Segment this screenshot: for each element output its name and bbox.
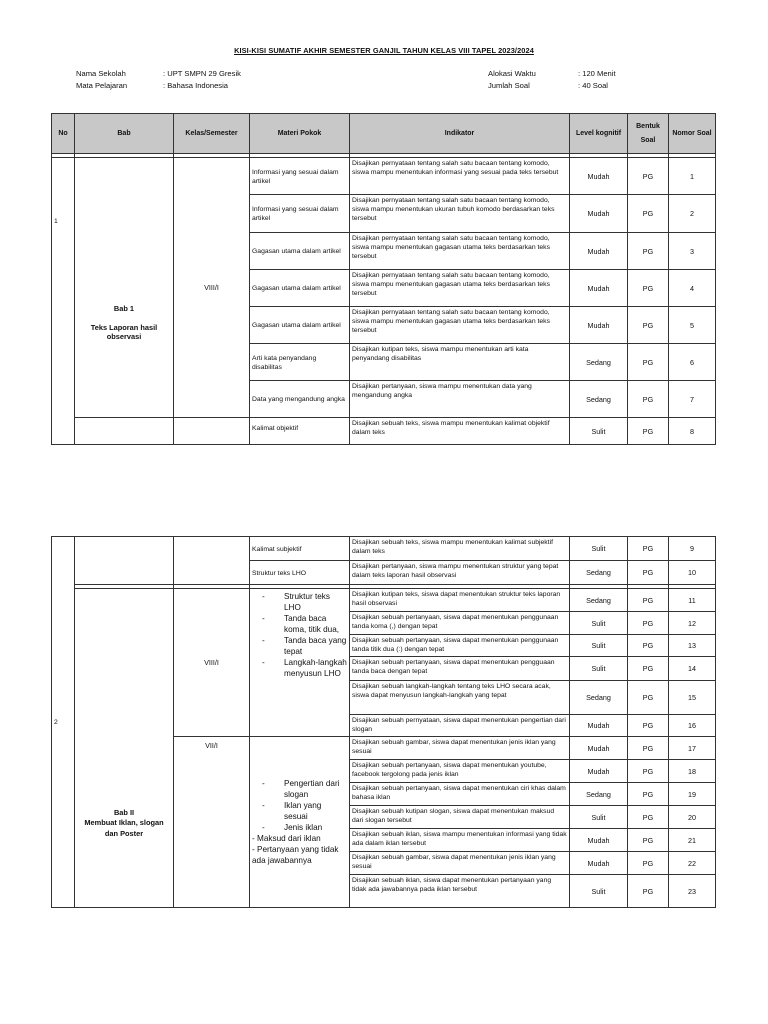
sekolah-value: : UPT SMPN 29 Gresik	[163, 69, 241, 78]
materi-cell: Informasi yang sesuai dalam artikel	[250, 195, 350, 233]
nomor-cell: 20	[669, 806, 716, 829]
table-row	[52, 589, 716, 612]
level-cell: Sedang	[570, 681, 628, 715]
bab-title: Bab 1	[113, 304, 135, 313]
nomor-cell: 14	[669, 657, 716, 681]
header-materi: Materi Pokok	[250, 114, 350, 154]
materi-cell: Gagasan utama dalam artikel	[250, 270, 350, 307]
bentuk-cell: PG	[628, 195, 669, 233]
materi-list-item: - Struktur teks LHO	[262, 591, 347, 613]
nomor-cell: 10	[669, 561, 716, 585]
table-row	[52, 418, 716, 445]
header-bab: Bab	[75, 114, 174, 154]
materi-list	[252, 778, 347, 833]
indikator-cell: Disajikan sebuah iklan, siswa mampu menentukan informasi yang tidak ada dalam iklan tersebut	[350, 829, 570, 852]
materi-cell: Arti kata penyandang disabilitas	[250, 344, 350, 381]
materi-list-cell	[250, 737, 350, 908]
bentuk-cell: PG	[628, 806, 669, 829]
level-cell: Sedang	[570, 589, 628, 612]
header-no: No	[52, 114, 75, 154]
nomor-cell: 21	[669, 829, 716, 852]
indikator-cell: Disajikan pertanyaan, siswa mampu menentukan data yang mengandung angka	[350, 381, 570, 418]
bentuk-cell: PG	[628, 760, 669, 783]
bentuk-cell: PG	[628, 307, 669, 344]
document-title: KISI-KISI SUMATIF AKHIR SEMESTER GANJIL TAHUN KELAS VIII TAPEL 2023/2024	[234, 46, 534, 55]
indikator-cell: Disajikan pernyataan tentang salah satu bacaan tentang komodo, siswa mampu menentukan gagasan utama teks berdasarkan teks tersebut	[350, 233, 570, 270]
level-cell: Sedang	[570, 561, 628, 585]
bentuk-cell: PG	[628, 589, 669, 612]
materi-cell: Gagasan utama dalam artikel	[250, 307, 350, 344]
level-cell: Mudah	[570, 715, 628, 737]
materi-cell: Struktur teks LHO	[250, 561, 350, 585]
bentuk-cell: PG	[628, 158, 669, 195]
level-cell: Mudah	[570, 307, 628, 344]
bab-cell	[75, 158, 174, 418]
table-row	[52, 537, 716, 561]
materi-extra: - Pertanyaan yang tidak ada jawabannya	[252, 845, 339, 865]
materi-list-item: - Iklan yang sesuai	[262, 800, 347, 822]
materi-list-cell	[250, 589, 350, 737]
bab-title: Bab II	[113, 807, 135, 817]
bentuk-cell: PG	[628, 715, 669, 737]
nomor-cell: 8	[669, 418, 716, 445]
indikator-cell: Disajikan sebuah pernyataan, siswa dapat menentukan pengertian dari slogan	[350, 715, 570, 737]
indikator-cell: Disajikan sebuah gambar, siswa dapat menentukan jenis iklan yang sesuai	[350, 852, 570, 875]
bab-cell-empty	[75, 418, 174, 445]
kisi-table-2	[51, 536, 716, 908]
table-row	[52, 158, 716, 195]
indikator-cell: Disajikan sebuah gambar, siswa dapat menentukan jenis iklan yang sesuai	[350, 737, 570, 760]
level-cell: Mudah	[570, 195, 628, 233]
indikator-cell: Disajikan sebuah pertanyaan, siswa dapat menentukan penggunaan tanda titik dua (:) dengan tepat	[350, 635, 570, 657]
bentuk-cell: PG	[628, 635, 669, 657]
bentuk-cell: PG	[628, 852, 669, 875]
bab-subtitle: Teks Laporan hasil observasi	[90, 323, 158, 341]
indikator-cell: Disajikan pernyataan tentang salah satu bacaan tentang komodo, siswa mampu menentukan gagasan utama teks berdasarkan teks tersebut	[350, 270, 570, 307]
level-cell: Sulit	[570, 635, 628, 657]
bentuk-cell: PG	[628, 875, 669, 908]
indikator-cell: Disajikan pernyataan tentang salah satu bacaan tentang komodo, siswa mampu menentukan informasi yang sesuai pada teks tersebut	[350, 158, 570, 195]
nomor-cell: 17	[669, 737, 716, 760]
header-kelas: Kelas/Semester	[174, 114, 250, 154]
nomor-cell: 6	[669, 344, 716, 381]
nomor-cell: 7	[669, 381, 716, 418]
bentuk-cell: PG	[628, 344, 669, 381]
level-cell: Mudah	[570, 760, 628, 783]
bentuk-cell: PG	[628, 829, 669, 852]
level-cell: Sulit	[570, 612, 628, 635]
bentuk-cell: PG	[628, 537, 669, 561]
bentuk-cell: PG	[628, 783, 669, 806]
materi-cell: Kalimat subjektif	[250, 537, 350, 561]
level-cell: Sedang	[570, 783, 628, 806]
nomor-cell: 4	[669, 270, 716, 307]
indikator-cell: Disajikan pernyataan tentang salah satu bacaan tentang komodo, siswa mampu menentukan gagasan utama teks berdasarkan teks tersebut	[350, 307, 570, 344]
level-cell: Sulit	[570, 875, 628, 908]
level-cell: Sulit	[570, 418, 628, 445]
nomor-cell: 23	[669, 875, 716, 908]
bentuk-cell: PG	[628, 561, 669, 585]
materi-list	[252, 591, 347, 679]
level-cell: Mudah	[570, 270, 628, 307]
indikator-cell: Disajikan sebuah pertanyaan, siswa dapat menentukan penggunaan tanda koma (,) dengan tepat	[350, 612, 570, 635]
indikator-cell: Disajikan sebuah pertanyaan, siswa dapat menentukan ciri khas dalam bahasa iklan	[350, 783, 570, 806]
bab-cell	[75, 589, 174, 908]
bab-subtitle: Membuat Iklan, slogan dan Poster	[84, 817, 164, 838]
soal-label: Jumlah Soal	[488, 81, 530, 90]
indikator-cell: Disajikan pernyataan tentang salah satu bacaan tentang komodo, siswa mampu menentukan ukuran tubuh komodo berdasarkan teks tersebut	[350, 195, 570, 233]
materi-list-item: - Langkah-langkah menyusun LHO	[262, 657, 347, 679]
nomor-cell: 18	[669, 760, 716, 783]
indikator-cell: Disajikan sebuah iklan, siswa dapat menentukan pertanyaan yang tidak ada jawabannya pada iklan tersebut	[350, 875, 570, 908]
nomor-cell: 9	[669, 537, 716, 561]
section-no: 2	[52, 537, 75, 908]
header-nomor: Nomor Soal	[669, 114, 716, 154]
indikator-cell: Disajikan sebuah pertanyaan, siswa dapat menentukan youtube, facebook tergolong pada jenis iklan	[350, 760, 570, 783]
indikator-cell: Disajikan sebuah teks, siswa mampu menentukan kalimat subjektif dalam teks	[350, 537, 570, 561]
sekolah-label: Nama Sekolah	[76, 69, 126, 78]
nomor-cell: 13	[669, 635, 716, 657]
bentuk-cell: PG	[628, 657, 669, 681]
indikator-cell: Disajikan sebuah kutipan slogan, siswa dapat menentukan maksud dari slogan tersebut	[350, 806, 570, 829]
soal-value: : 40 Soal	[578, 81, 608, 90]
bentuk-cell: PG	[628, 612, 669, 635]
nomor-cell: 16	[669, 715, 716, 737]
bentuk-cell: PG	[628, 737, 669, 760]
kelas-cell-empty	[174, 537, 250, 585]
bentuk-cell: PG	[628, 233, 669, 270]
level-cell: Mudah	[570, 829, 628, 852]
indikator-cell: Disajikan kutipan teks, siswa mampu menentukan arti kata penyandang disabilitas	[350, 344, 570, 381]
bentuk-cell: PG	[628, 270, 669, 307]
mapel-label: Mata Pelajaran	[76, 81, 128, 90]
header-level: Level kognitif	[570, 114, 628, 154]
waktu-value: : 120 Menit	[578, 69, 616, 78]
materi-extra: - Maksud dari iklan	[252, 834, 321, 843]
section-no: 1	[52, 158, 75, 445]
indikator-cell: Disajikan pertanyaan, siswa mampu menentukan struktur yang tepat dalam teks laporan hasil observasi	[350, 561, 570, 585]
materi-cell: Gagasan utama dalam artikel	[250, 233, 350, 270]
nomor-cell: 19	[669, 783, 716, 806]
indikator-cell: Disajikan sebuah pertanyaan, siswa dapat menentukan pengguaan tanda baca dengan tepat	[350, 657, 570, 681]
nomor-cell: 11	[669, 589, 716, 612]
nomor-cell: 12	[669, 612, 716, 635]
nomor-cell: 3	[669, 233, 716, 270]
mapel-value: : Bahasa Indonesia	[163, 81, 229, 90]
kelas-cell: VII/I	[174, 737, 250, 908]
bentuk-cell: PG	[628, 418, 669, 445]
nomor-cell: 1	[669, 158, 716, 195]
waktu-label: Alokasi Waktu	[488, 69, 536, 78]
level-cell: Mudah	[570, 233, 628, 270]
materi-cell: Kalimat objektif	[250, 418, 350, 445]
level-cell: Mudah	[570, 158, 628, 195]
meta-right	[488, 68, 616, 92]
level-cell: Sulit	[570, 657, 628, 681]
nomor-cell: 15	[669, 681, 716, 715]
kelas-cell: VIII/I	[174, 158, 250, 418]
materi-list-item: - Jenis iklan	[262, 822, 347, 833]
level-cell: Mudah	[570, 737, 628, 760]
materi-list-item: - Tanda baca koma, titik dua,	[262, 613, 347, 635]
table-header	[52, 114, 716, 154]
bentuk-cell: PG	[628, 381, 669, 418]
level-cell: Sedang	[570, 344, 628, 381]
materi-cell: Data yang mengandung angka	[250, 381, 350, 418]
indikator-cell: Disajikan sebuah langkah-langkah tentang teks LHO secara acak, siswa dapat menyusun langkah-langkah yang tepat	[350, 681, 570, 715]
materi-list-item: - Pengertian dari slogan	[262, 778, 347, 800]
materi-cell: Informasi yang sesuai dalam artikel	[250, 158, 350, 195]
nomor-cell: 22	[669, 852, 716, 875]
kelas-cell-empty	[174, 418, 250, 445]
nomor-cell: 2	[669, 195, 716, 233]
kisi-table-1	[51, 113, 716, 445]
meta-left	[76, 68, 241, 92]
materi-list-item: - Tanda baca yang tepat	[262, 635, 347, 657]
level-cell: Sedang	[570, 381, 628, 418]
indikator-cell: Disajikan sebuah teks, siswa mampu menentukan kalimat objektif dalam teks	[350, 418, 570, 445]
header-indikator: Indikator	[350, 114, 570, 154]
header-bentuk: Bentuk Soal	[628, 114, 669, 154]
nomor-cell: 5	[669, 307, 716, 344]
level-cell: Mudah	[570, 852, 628, 875]
bentuk-cell: PG	[628, 681, 669, 715]
level-cell: Sulit	[570, 806, 628, 829]
bab-cell-empty	[75, 537, 174, 585]
kelas-cell: VIII/I	[174, 589, 250, 737]
indikator-cell: Disajikan kutipan teks, siswa dapat menentukan struktur teks laporan hasil observasi	[350, 589, 570, 612]
level-cell: Sulit	[570, 537, 628, 561]
